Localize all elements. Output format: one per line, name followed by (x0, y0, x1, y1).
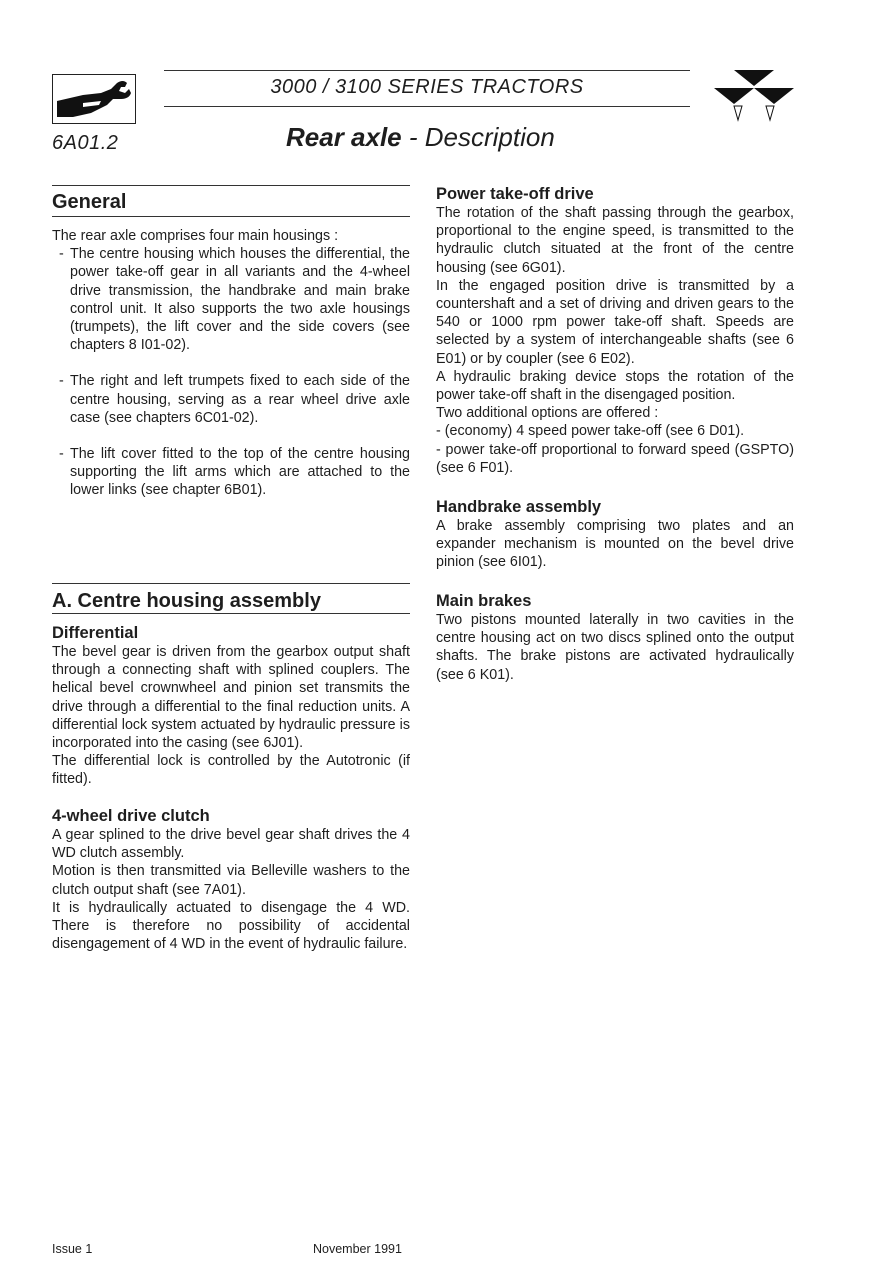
general-heading-wrap (52, 190, 410, 214)
section-code: 6A01.2 (52, 132, 119, 154)
housing-item: - The centre housing which houses the differential, the power take-off gear in all variants and the 4-wheel drive transmission, the handbrake and main brake control unit. It also supports the two axle housings (trumpets), the lift cover and the side covers (see chapters 8 I01-02). (59, 246, 410, 354)
general-heading: General (52, 191, 127, 213)
main-brakes-section (436, 591, 794, 684)
page-title-bold: Rear axle (286, 122, 402, 152)
general-intro: The rear axle comprises four main housings : (52, 228, 339, 244)
pto-text: In the engaged position drive is transmitted by a countershaft and a set of driving and driven gears to the 540 or 1000 rpm power take-off shaft. Speeds are selected by a system of interchangeable shafts (see 6 E01) or by coupler (see 6 E02). (436, 277, 794, 367)
clutch-section (52, 806, 410, 953)
header-rule-top (164, 70, 690, 71)
differential-text: The bevel gear is driven from the gearbox output shaft through a connecting shaft with splined couplers. The helical bevel crownwheel and pinion set transmits the drive through a differential to the final reduction units. A differential lock system actuated by hydraulic pressure is incorporated into the casing (see 6J01). (52, 644, 410, 752)
housing-item: - The right and left trumpets fixed to each side of the centre housing, serving as a rear wheel drive axle case (see chapters 6C01-02). (59, 373, 410, 426)
general-rule-top (52, 185, 410, 186)
pto-text: - (economy) 4 speed power take-off (see 6 D01). (436, 423, 745, 440)
differential-text: The differential lock is controlled by the Autotronic (if fitted). (52, 753, 410, 788)
handbrake-text: A brake assembly comprising two plates and an expander mechanism is mounted on the bevel drive pinion (see 6I01). (436, 518, 794, 571)
pto-text: A hydraulic braking device stops the rotation of the power take-off shaft in the disengaged position. (436, 368, 794, 404)
footer-issue: Issue 1 (52, 1242, 93, 1256)
clutch-text: Motion is then transmitted via Belleville washers to the clutch output shaft (see 7A01). (52, 863, 410, 898)
general-rule-bottom (52, 216, 410, 217)
centre-heading: A. Centre housing assembly (52, 590, 321, 612)
housing-item: - The lift cover fitted to the top of the centre housing supporting the lift arms which are attached to the lower links (see chapter 6B01). (59, 446, 410, 499)
clutch-heading: 4-wheel drive clutch (52, 807, 210, 825)
pto-text: - power take-off proportional to forward speed (GSPTO) (see 6 F01). (436, 441, 794, 476)
main-brakes-text: Two pistons mounted laterally in two cavities in the centre housing act on two discs splined onto the output shafts. The brake pistons are activated hydraulically (see 6 K01). (436, 612, 794, 683)
header-rule-bottom (164, 106, 690, 107)
clutch-text: It is hydraulically actuated to disengage the 4 WD. There is therefore no possibility of accidental disengagement of 4 WD in the event of hydraulic failure. (52, 899, 410, 953)
pto-section (436, 184, 794, 477)
centre-rule-bottom (52, 613, 410, 614)
differential-heading: Differential (52, 624, 139, 642)
handbrake-section (436, 497, 794, 572)
centre-heading-wrap (52, 589, 410, 613)
clutch-text: A gear splined to the drive bevel gear shaft drives the 4 WD clutch assembly. (52, 827, 410, 862)
brand-logo (712, 68, 796, 122)
triple-triangle-logo (712, 68, 796, 122)
page-title (286, 122, 555, 153)
series-title: 3000 / 3100 SERIES TRACTORS (270, 76, 584, 98)
main-brakes-heading: Main brakes (436, 592, 532, 610)
handbrake-heading: Handbrake assembly (436, 498, 602, 516)
page-title-rest: - Description (401, 122, 555, 152)
centre-rule-top (52, 583, 410, 584)
workshop-logo (52, 74, 136, 124)
pto-heading: Power take-off drive (436, 185, 594, 203)
pto-text: The rotation of the shaft passing through the gearbox, proportional to the engine speed, is transmitted to the hydraulic clutch situated at the front of the centre housing (see 6G01). (436, 205, 794, 276)
footer-date: November 1991 (313, 1242, 402, 1256)
general-section (52, 227, 410, 500)
hand-wrench-icon (53, 75, 135, 123)
pto-text: Two additional options are offered : (436, 405, 659, 422)
differential-section (52, 623, 410, 789)
